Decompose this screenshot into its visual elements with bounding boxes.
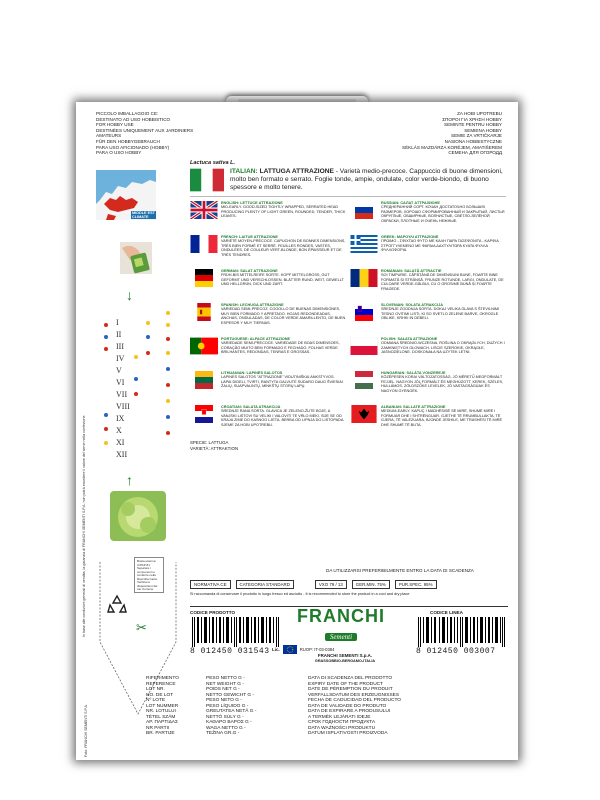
lang-description: VARIEDADE SEMI-PRECOCE. VARIEDADE DE BOAS DIMENSOES, CORAÇÃO MUITO BEM FORMADO E FECHADO. FOLHAS VERDE BRILHANTES, REDONDAS, TENRAS E GROSSAS. (221, 341, 340, 355)
arrow-down-icon: ↓ (126, 287, 133, 303)
month-label: VIII (116, 402, 130, 411)
lang-italian (190, 168, 506, 197)
lang-greek (350, 235, 506, 265)
italian-variety-name: LATTUGA ATTRAZIONE (259, 168, 334, 175)
recycling-info: Busta esterna C/PAP 81 Separare i componenti e conferire nella Raccolta Carta. Verifica le disposizioni del tuo Comune (134, 557, 164, 593)
hobby-use-notice-right: ZA HOBI UPOTREBU ΣΠΟΡΟΙ ΓΙΑ ΧΡΗΣΗ HOBBY SEMINTE PENTRU HOBBY SEMIENA HOBBY SEMIE ZA VRTIČKARJE NASIONA HOBBISTYCZNE SÉKLÁS MAZDÁRZA KORĒJEM, AMATIŠEREM СЕМЕНА ДЛЯ ОГОРОДД (402, 111, 502, 156)
lettuce-photo (110, 491, 166, 541)
company-address: GRASSOBBIO-BERGAMO-ITALIA (314, 659, 376, 663)
lang-russian (350, 201, 506, 231)
translations-grid (190, 201, 506, 435)
greece-flag-icon (350, 235, 378, 253)
lang-description: SOI TIMPURIE. CĂPĂȚÂNĂ DE DIMENSIUNI BUNE, FOARTE BINE FORMATĂ ȘI STRÂNSĂ. FRUNZE ROTUNDE, LARGI, ONDULATE, DE CULOARE VERDE-GĂLBUI, CU O GROSIME BUNĂ ȘI FOARTE FRAGEDE. (381, 273, 504, 291)
lang-description: KÖZÉPESEN KORAI VÁLTOZATOSSÁG. JÓ MÉRETŰ MEGFORMÁLT FEJJEL. NAGYON JÓL FORMÁLT ÉS MEGHÚZOTT. KEREK, SZÉLES, HULLÁMOS, ZÖLDSZŐKE LEVELEK, JÓ VASTAGSÁGÚAK ÉS NAGYON GYENGÉK. (381, 375, 504, 393)
slovenia-flag-icon (350, 303, 378, 321)
recycle-icon (106, 594, 128, 616)
barcode-icon (190, 617, 282, 647)
lic-label: Lic. (272, 647, 280, 652)
badge-normativa: NORMATIVA CE (190, 580, 231, 589)
lang-description: MEDIUM-EARLY. KAPUÇ I MADHËSISË SË MIRË, SHUMË MIRË I FORMUAR DHE I SHTRËNGUAR. GJETHE TË RRUMBULLAKTA, TË GJERA, TË VALËZUARA, BJONDE JESHILE, ME TRASHËSI TË MIRË DHE SHUMË TË BUTA. (381, 409, 503, 427)
sowing-dot (104, 413, 108, 417)
franchi-logo (296, 607, 386, 641)
product-code-label: CODICE PRODOTTO (190, 610, 236, 615)
lang-title: GERMAN: SALAT ATTRAZIONE (221, 269, 278, 273)
climate-label: MIDDLE EST CLIMATE (132, 211, 155, 219)
sowing-dot (166, 415, 170, 419)
seed-packet-back (76, 96, 518, 760)
month-label: II (116, 330, 122, 339)
month-label: I (116, 318, 119, 327)
lang-title: ALBANIAN: SALLATE ATTRAZIONE (381, 405, 446, 409)
italian-lang-label: ITALIAN: (230, 168, 258, 175)
sowing-dot (104, 323, 108, 327)
lang-title: GREEK: ΜΑΡΟΥΛΙ ΑΤΤΡΑΖΙΟΝΕ (381, 235, 439, 239)
sowing-dot (166, 323, 170, 327)
storage-note: Si raccomanda di conservare il prodotto in luogo fresco ed asciutto - It is recommended to store the product in a cool and dry place (190, 592, 410, 596)
sowing-dot (146, 335, 150, 339)
badge-purity: PUR.SPEC. 95% (395, 580, 437, 589)
line-barcode (416, 617, 508, 657)
lang-title: POLISH: SAŁATA ATTRAZIONE (381, 337, 438, 341)
lang-title: HUNGARIAN: SALÁTA VONZEREJE (381, 371, 446, 375)
lang-polish (350, 337, 506, 367)
lang-description: VARIÉTÉ MOYEN-PRÉCOCE. CAPUCHON DE BONNES DIMENSIONS, TRÈS BIEN FORMÉ ET SERRÉ. FEUILLES RONDES, VASTES, ONDULÉES, DE COULEUR VERT-BLONDE, BON ÉPAISSEUR ET DE TRÈS TENDRES. (221, 239, 346, 257)
sowing-dot (104, 347, 108, 351)
portugal-flag-icon (190, 337, 218, 355)
lang-german (190, 269, 346, 299)
lang-description: SREDNJE ZGODNJA SORTA. DOKAJ VELIKA GLAVA S ŠTEVILNIMI TESNO OVITIMI LISTI, KI SO SVETLO ZELENE BARVE, OKROGLE OBLIKE, KRHKI IN DEBELI. (381, 307, 500, 321)
arrow-up-icon: ↑ (126, 472, 133, 488)
lang-title: LITHUANIAN: LAPINĖS SALOTOS (221, 371, 283, 375)
lithuania-flag-icon (190, 371, 218, 389)
month-label: VII (116, 390, 128, 399)
lang-description: СРЕДНЕРАННИЙ СОРТ. КОЧАН ДОСТАТОЧНО БОЛЬШИХ РАЗМЕРОВ, ХОРОШО СФОРМИРОВАННЫЙ И ЗАКРЫТЫЙ. ЛИСТЬЯ ОКРУГЛЫЕ, ОБШИРНЫЕ, ВОЛНИСТЫЕ, СВЕТЛО-ЗЕЛЁНОЙ ОКРАСКИ, ПЛОТНЫЕ И ОЧЕНЬ НЕЖНЫЕ. (381, 205, 505, 223)
month-label: V (116, 366, 122, 375)
barcode-icon (416, 617, 508, 647)
germany-flag-icon (190, 269, 218, 287)
botanical-name: Lactuca sativa L. (190, 160, 236, 166)
sowing-dot (166, 337, 170, 341)
poland-flag-icon (350, 337, 378, 355)
albania-flag-icon (350, 405, 378, 423)
sowing-dot (166, 383, 170, 387)
sowing-dot (166, 351, 170, 355)
hobby-use-notice-left: PICCOLO IMBALLAGGIO CE: DESTINATO AD USO HOBBISTICO FOR HOBBY USE DESTINÉES UNIQUEMENT AUX JARDINIERS AMATEURS FÜR DEN HOBBYGEBRAUCH PARA USO AFICIONADO (HOBBY) PARA O USO HOBBY (96, 111, 194, 156)
lang-description: VARIEDAD SEMI-PRECOZ. COGOLLO DE BUENAS DIMENSIONES, MUY BIEN FORMADO Y APRETADO. HOJAS REDONDEADAS, ANCHAS, ONDULADAS, DE COLOR VERDE AMARILLENTO, DE BUEN ESPESOR Y MUY TIERNAS. (221, 307, 346, 325)
month-label: VI (116, 378, 125, 387)
description-area (190, 160, 506, 451)
line-code-label: CODICE LINEA (430, 610, 463, 615)
sowing-dot (104, 335, 108, 339)
hungary-flag-icon (350, 371, 378, 389)
italian-description: - Varietà medio-precoce. Cappuccio di buone dimensioni, molto ben formato e serrato. Foglie tonde, ampie, ondulate, color verde-biondo, di buono spessore e molto tenere. (230, 168, 503, 191)
lang-french (190, 235, 346, 265)
sowing-dot (104, 441, 108, 445)
lang-title: FRENCH: LAITUE ATTRAZIONE (221, 235, 278, 239)
packet-panel (76, 102, 518, 760)
france-flag-icon (190, 235, 218, 253)
lang-title: CROATIAN: SALATA ATRAKCIJA (221, 405, 281, 409)
codes-section (190, 606, 508, 663)
lang-description: ΠΡΩΙΜΟ - ΣΦΙΧΤΑΟ ΦΥΤΟ ΜΕ ΚΑΛΗ ΠΑΡΑ ΓΑΣΕΦΟΝΙΤΑ - ΚΑΡΦΙΑ ΣΤΡΟΓΓΥΛΕΜΕΝΟ ΜΕ ΦΑΡΔΙΑ ΔΑΧΤΥΛΙΤΩΡΑ ΚΥΑΤΑ ΦΥΛΛΑ ΦΥΛΛΟΦΟΡΙΑ. (381, 239, 499, 253)
spain-flag-icon (190, 303, 218, 321)
brand-name: FRANCHI (297, 606, 385, 626)
lang-portuguese (190, 337, 346, 367)
sowing-dot (166, 431, 170, 435)
lang-title: SLOVENIAN: SOLATA ATRAKCIJA (381, 303, 443, 307)
lang-title: ROMANIAN: SALATĂ ATTRACTIE (381, 269, 442, 273)
sowing-dot (134, 355, 138, 359)
climate-map (96, 170, 156, 220)
lang-title: ENGLISH: LETTUCE ATTRAZIONE (221, 201, 283, 205)
italy-flag-icon (190, 168, 224, 192)
species-info (190, 440, 506, 451)
lang-title: RUSSIAN: САЛАТ АТТРАЗИОНЕ (381, 201, 440, 205)
lang-romanian (350, 269, 506, 299)
brand-sub: Sementi (325, 633, 357, 641)
month-label: III (116, 342, 124, 351)
uk-flag-icon (190, 201, 218, 219)
sowing-dot (146, 321, 150, 325)
lang-description: MID-EARLY. GOOD-SIZED TIGHTLY WRAPPED, SERRATED HEAD PRODUCING PLENTY OF LIGHT GREEN, ROUNDED, TENDER, THICK LEAVES. (221, 205, 346, 219)
lang-description: LAPINĖS SALOTOS "ATTRAZIONE" VIDUTINIŠKAI ANKSTYVOS. LAPAI DIDELI, TVIRTI, RANTYTA GALVUTĖ SUDARO DAUG ŠVIESIAI ŽALIŲ, SUAPVALINTŲ, MINKŠTŲ STORŲ LAPŲ. (221, 375, 343, 389)
ruop-code: RUOP: IT-03-0384 (299, 647, 335, 652)
sowing-dot (134, 392, 138, 396)
russia-flag-icon (350, 201, 378, 219)
month-label: XII (116, 450, 128, 459)
sowing-dot (166, 399, 170, 403)
company-name: FRANCHI SEMENTI S.p.A. (317, 653, 373, 658)
cert-badges (190, 580, 508, 589)
species-label: SPECIE: LATTUGA (190, 440, 229, 445)
product-barcode (190, 617, 282, 657)
lang-description: FRÜH-BIS MITTELREIFE SORTE. KOPF MITTELGROSS, GUT GEFORMT UND VERSCHLOSSEN. BLÄTTER RUND, WEIT, GEWELLT UND HELLGRÜN, DICK UND ZART. (221, 273, 344, 287)
sowing-dot (146, 351, 150, 355)
romania-flag-icon (350, 269, 378, 287)
month-label: IV (116, 354, 125, 363)
lang-title: SPANISH: LECHUGA ATTRAZIONE (221, 303, 284, 307)
sowing-dot (166, 367, 170, 371)
badge-categoria: CATEGORIA STANDARD (236, 580, 294, 589)
variety-label: VARIETÀ: ATTRAKTION (190, 445, 239, 451)
ref-col-lot: RIFERIMENTO REFERENCE LOT NR. NO. DE LOT Nº LOTE LOT NUMMER NR. LOTULUI TÉTEL SZÁM ΑΡ. ΠΑΡΤΙΔΑΣ NR PARTII BR. PARTIJE (146, 676, 179, 736)
ref-col-expiry: DATA DI SCADENZA DEL PRODOTTO EXPIRY DATE OF THE PRODUCT DATE DE PÉREMPTION DU PRODUIT VERFALLSDATUM DES ERZEUGNISSES FECHA DE CADUCIDAD DEL PRODUCTO DATA DE VALIDADE DO PRODUTO DATA DE EXPIRARE A PRODUSULUI A TERMÉK LEJÁRATI IDEJE СРОК ГОДНОСТИ ПРОДУКТА DATA WAŻNOŚCI PRODUKTU DATUM ISPLATIVOSTI PROIZVODA (308, 676, 402, 736)
ref-col-weight: PESO NETTO G - NET WEIGHT G - POIDS NET G - NETTO GEWICHT G - PESO NETO G - PESO LÍQUIDO G - GREUTATEA NETĂ G - NETTÓ SÚLY G - ΚΑΘΑΡΟ ΒΑΡΟΣ G - WAGA NETTO G - TEŽINA GR.G - (206, 676, 257, 736)
line-barcode-number: 8 012450 003007 (416, 647, 496, 656)
photo-credit: Foto: FRANCHI SEMENTI S.P.A. (84, 704, 88, 757)
lang-description: SREDNJE RANA SORTA. GLAVICA JE ZELENO-ŽUTE BOJE, A VANJSKI LISTOVI SU VELIKI I VALOVITI TE VRLO MEKI. SIJE SE OD KRAJA ZIME DO KASNOG LJETA. BERBA OD LIPNJA DO LISTOPADA. SJEME ZA HOBI UPOTREBU. (221, 409, 345, 427)
warranty-vertical-text: In base alle condizioni generali di vendita, la garanzia di FRANCHI SEMENTI S.P.A. non potrà eccedere il valore del seme nella confezione (82, 415, 86, 637)
lang-lithuanian (190, 371, 346, 401)
badge-vxo: VXO 79 / 13 (315, 580, 347, 589)
croatia-flag-icon (190, 405, 218, 423)
lang-english (190, 201, 346, 231)
sowing-dot (166, 311, 170, 315)
lang-spanish (190, 303, 346, 333)
scissors-icon: ✂ (136, 620, 147, 635)
sowing-hand-photo (120, 242, 152, 274)
month-label: X (116, 426, 122, 435)
month-label: XI (116, 438, 125, 447)
product-barcode-number: 8 012450 031543 (190, 647, 270, 656)
best-before-note: DA UTILIZZARSI PREFERIBILMENTE ENTRO LA DATA DI SCADENZA (326, 568, 474, 573)
month-label: IX (116, 414, 125, 423)
lang-albanian (350, 405, 506, 435)
lang-hungarian (350, 371, 506, 401)
lang-croatian (190, 405, 346, 435)
lang-slovenian (350, 303, 506, 333)
badge-germination: GER.MIN. 75% (352, 580, 390, 589)
lang-title: PORTUGUESE: ALFACE ATTRAZIONE (221, 337, 291, 341)
sowing-dot (104, 427, 108, 431)
sowing-calendar (96, 227, 200, 582)
sowing-dot (134, 377, 138, 381)
lang-description: ODMIANA ŚREDNIO-WCZESNA. ROŚLINA O OKRĄGŁYCH, DUŻYCH I ZAMKNIĘTYCH GŁOWACH. LIŚCIE SZEROKIE, OKRĄGŁE, JASNOZIELONE. DOSKONAŁA NA UŻYTEK LETNI. (381, 341, 505, 355)
